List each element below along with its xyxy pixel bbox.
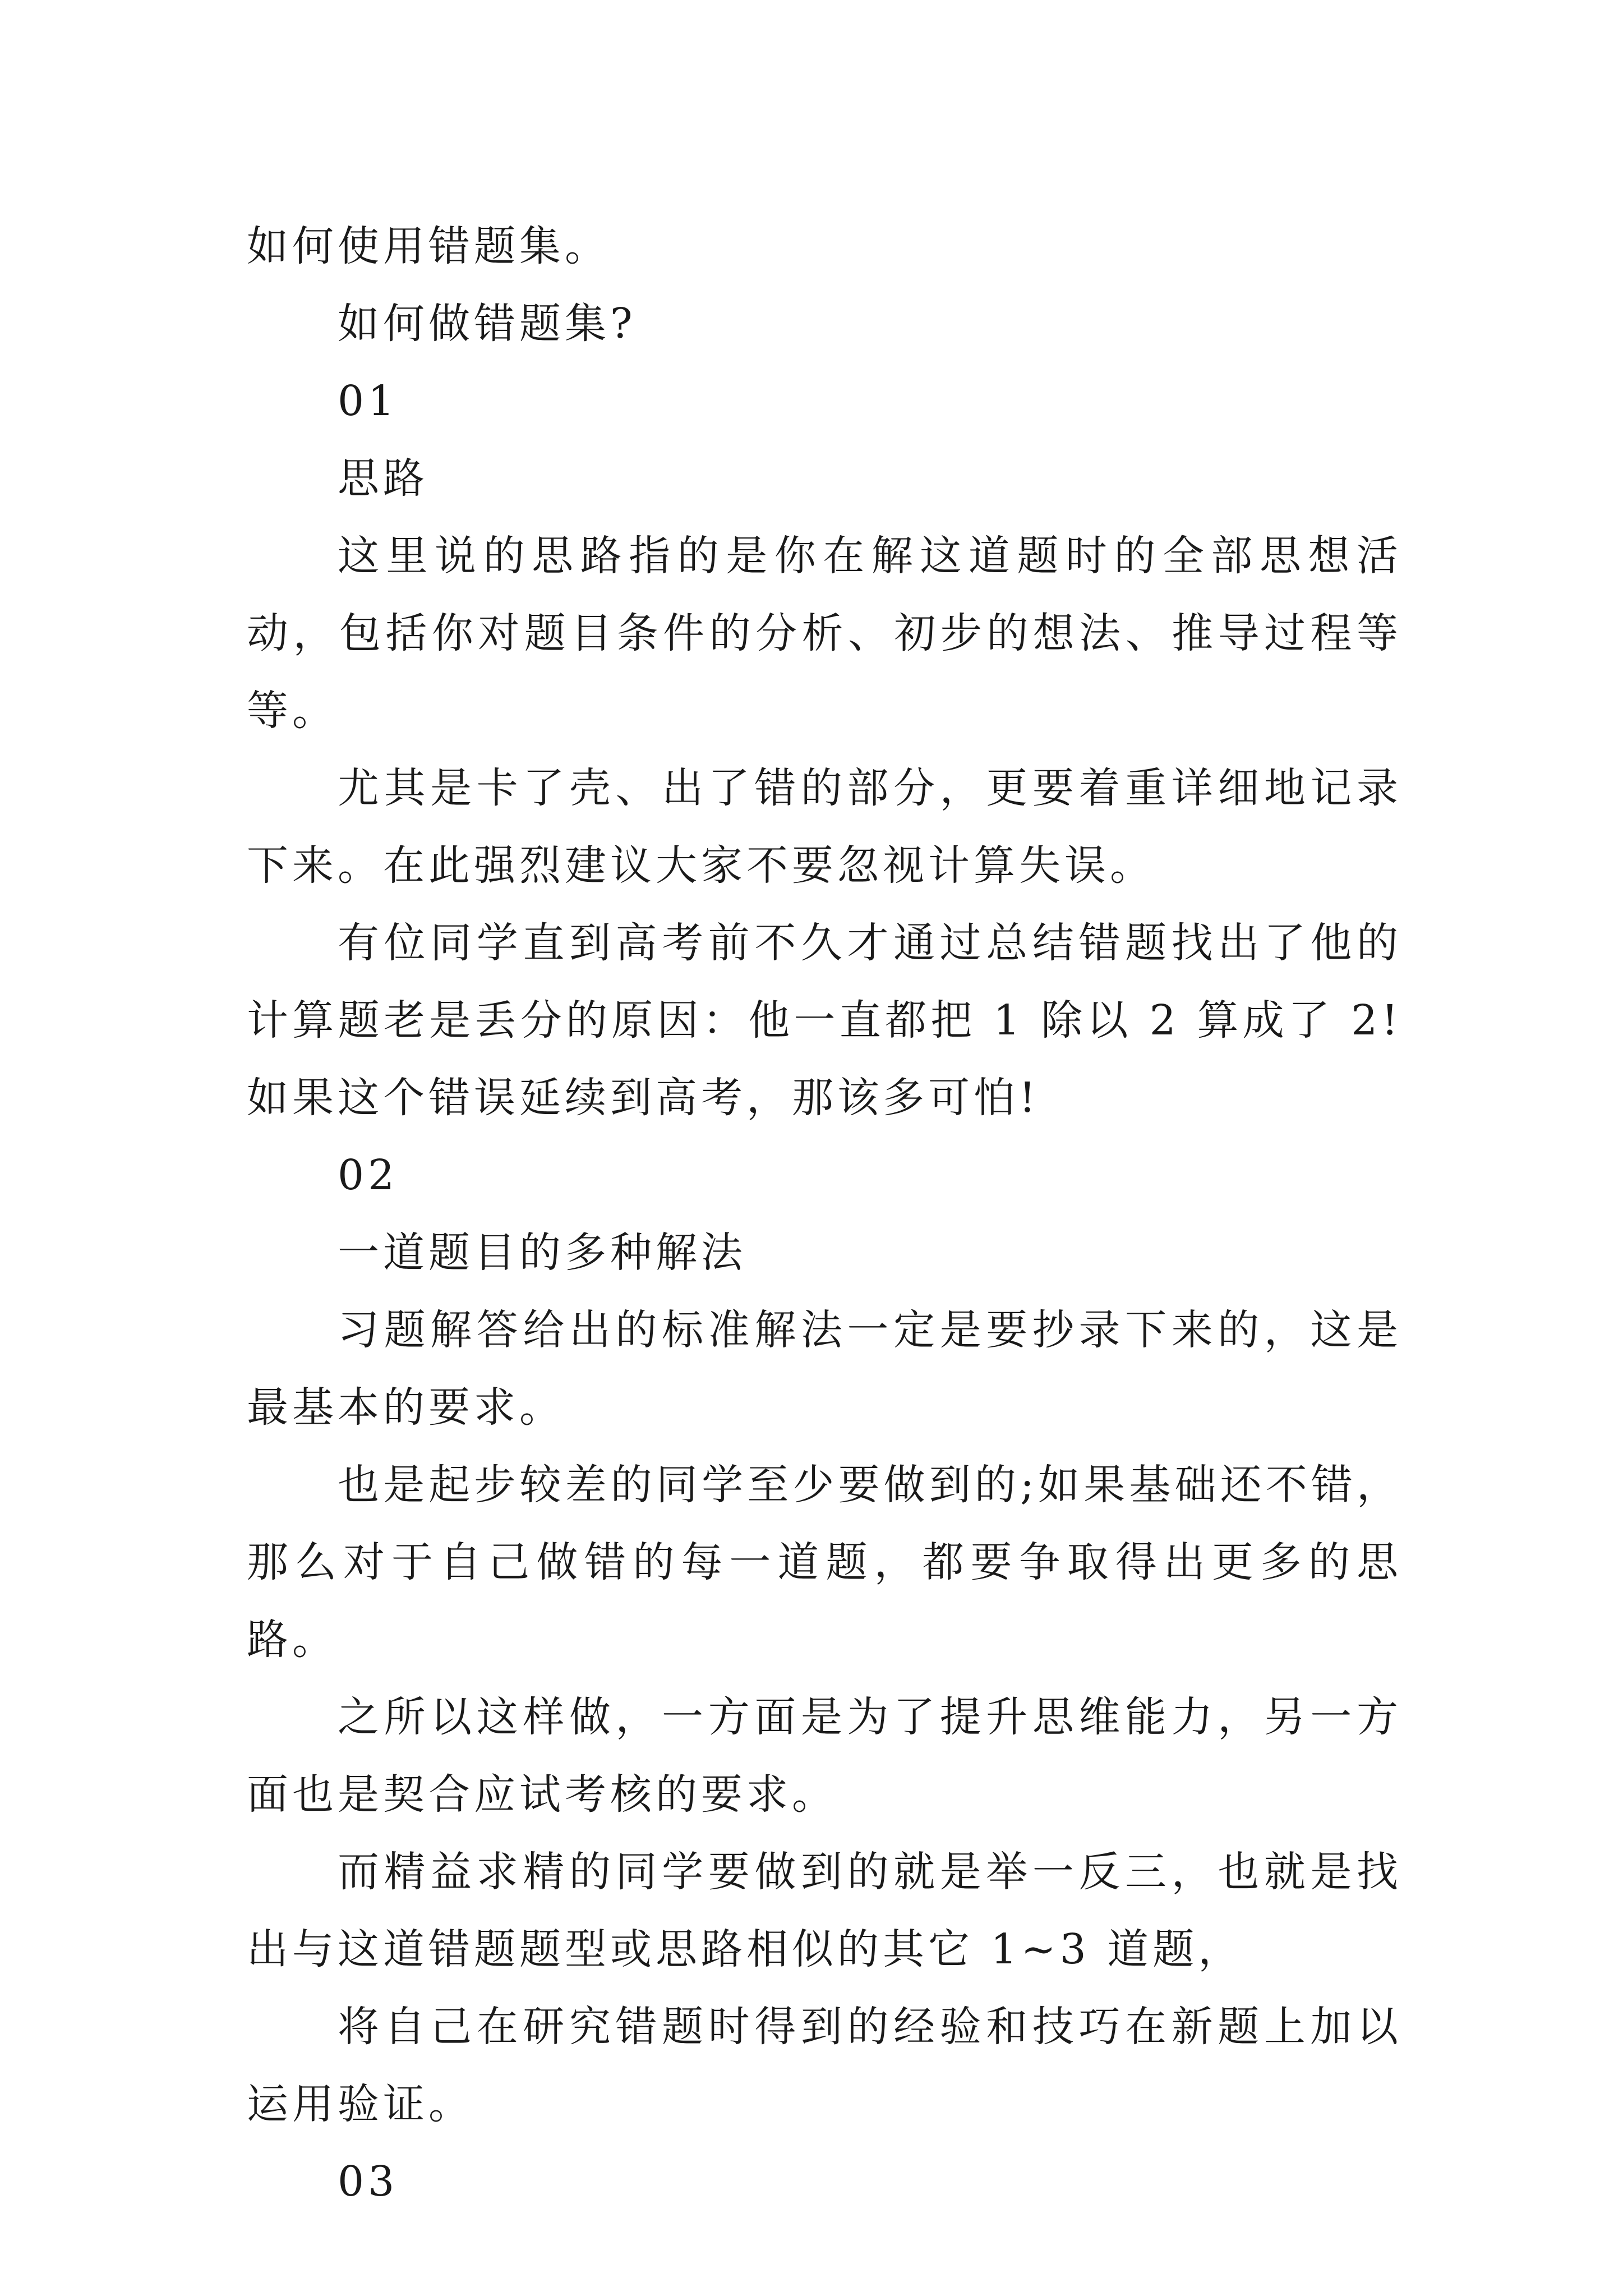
section-number-02: 02 bbox=[338, 1151, 399, 1199]
paragraph-more-ideas: 也是起步较差的同学至少要做到的;如果基础还不错，那么对于自己做错的每一道题，都要争取得出更多的思路。 bbox=[247, 1461, 1402, 1664]
paragraph-similar-problems: 而精益求精的同学要做到的就是举一反三，也就是找出与这道错题题型或思路相似的其它 1~3 道题， bbox=[247, 1848, 1402, 1973]
paragraph-example-student: 有位同学直到高考前不久才通过总结错题找出了他的计算题老是丢分的原因：他一直都把 1 除以 2 算成了 2!如果这个错误延续到高考，那该多可怕! bbox=[247, 919, 1402, 1122]
paragraph-record-mistakes: 尤其是卡了壳、出了错的部分，更要着重详细地记录下来。在此强烈建议大家不要忽视计算失误。 bbox=[247, 764, 1402, 890]
paragraph-thinking-definition: 这里说的思路指的是你在解这道题时的全部思想活动，包括你对题目条件的分析、初步的想法、推导过程等等。 bbox=[247, 532, 1402, 735]
paragraph-standard-solution: 习题解答给出的标准解法一定是要抄录下来的，这是最基本的要求。 bbox=[247, 1306, 1402, 1432]
paragraph-reason: 之所以这样做，一方面是为了提升思维能力，另一方面也是契合应试考核的要求。 bbox=[247, 1693, 1402, 1819]
section-title-multiple-solutions: 一道题目的多种解法 bbox=[338, 1228, 746, 1277]
paragraph-intro: 如何使用错题集。 bbox=[247, 222, 610, 270]
paragraph-verify: 将自己在研究错题时得到的经验和技巧在新题上加以运用验证。 bbox=[247, 2003, 1402, 2128]
body-text bbox=[247, 208, 1402, 2220]
section-heading-question: 如何做错题集? bbox=[338, 300, 637, 348]
section-number-01: 01 bbox=[338, 377, 399, 425]
section-title-thinking: 思路 bbox=[338, 454, 428, 503]
section-number-03: 03 bbox=[338, 2157, 399, 2206]
